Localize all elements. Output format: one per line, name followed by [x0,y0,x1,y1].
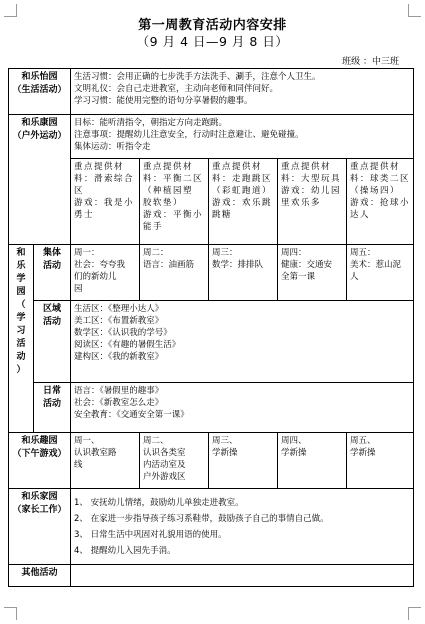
outdoor-day-5: 重点提供材 料：球类二区 （操场四） 游戏：抢球小 达人 [347,159,414,245]
schedule-table [8,68,414,587]
group-day-4: 周四： 健康：交通安 全第一课 [278,245,347,301]
life-row [9,69,414,115]
area-line: 美工区：《布置新教室》 [74,316,164,326]
area-activity-content [71,301,414,383]
date-range: （9 月 4 日—9 月 8 日） [136,34,289,49]
study-group-row [9,245,414,301]
afternoon-day-2: 周二、 认识各类室 内活动室及 户外游戏区 [140,433,209,489]
outdoor-day-4: 重点提供材 料：大型玩具 游戏：幼儿园 里欢乐多 [278,159,347,245]
life-label: 和乐怡园 （生活活动） [9,69,71,115]
crop-mark-bottom-right [408,607,421,620]
afternoon-day-3: 周三、 学新操 [209,433,278,489]
outdoor-goals-row [9,115,414,159]
home-line: 2、 在家进一步指导孩子练习系鞋带，鼓励孩子自己的事情自己做。 [74,513,329,524]
daily-activity-label: 日常 活动 [34,383,71,433]
area-line: 建构区：《我的新教室》 [74,352,164,362]
area-line: 数学区：《认识我的学号》 [74,328,172,338]
outdoor-day-2: 重点提供材 料：平衡二区 （种植园塑 胶软垫） 游戏：平衡小 能手 [140,159,209,245]
life-line: 学习习惯：能使用完整的语句分享暑假的趣事。 [74,96,253,106]
other-content [71,565,414,587]
group-activity-label: 集体 活动 [34,245,71,301]
document-title: 第一周教育活动内容安排 [138,18,287,33]
daily-line: 社会：《新教室怎么走》 [74,398,164,408]
outdoor-line: 目标：能听清指令，朝指定方向走跑跳。 [74,118,228,128]
outdoor-line: 集体运动：听指令走 [74,142,151,152]
afternoon-day-1: 周一、 认识教室路 线 [71,433,140,489]
daily-activity-content [71,383,414,433]
afternoon-row [9,433,414,489]
other-row [9,565,414,587]
home-content [71,489,414,565]
area-line: 阅读区：《有趣的暑假生活》 [74,340,181,350]
group-day-5: 周五： 美术：惹山泥 人 [347,245,414,301]
study-label: 和 乐 学 园 （ 学 习 活 动 ） [9,245,34,433]
daily-line: 语言：《暑假里的趣事》 [74,386,164,396]
area-activity-label: 区域 活动 [34,301,71,383]
home-line: 3、 日常生活中巩固对礼貌用语的使用。 [74,529,227,540]
group-day-1: 周一： 社会：夸夸我 们的新幼儿 园 [71,245,140,301]
afternoon-day-5: 周五、 学新操 [347,433,414,489]
home-row [9,489,414,565]
home-line: 1、 安抚幼儿情绪，鼓励幼儿单独走进教室。 [74,497,244,508]
outdoor-day-3: 重点提供材 料：走跑跳区 （彩虹跑道） 游戏：欢乐跳 跳糖 [209,159,278,245]
life-content [71,69,414,115]
group-day-3: 周三： 数学：排排队 [209,245,278,301]
home-line: 4、 提醒幼儿入园先手消。 [74,545,176,556]
other-label: 其他活动 [9,565,71,587]
afternoon-day-4: 周四、 学新操 [278,433,347,489]
afternoon-label: 和乐趣园 （下午游戏） [9,433,71,489]
outdoor-day-1: 重点提供材 料：滑索综合 区 游戏：我是小 勇士 [71,159,140,245]
outdoor-goals [71,115,414,159]
class-label: 班级 ：中三班 [342,57,399,67]
study-area-row [9,301,414,383]
home-label: 和乐家园 （家长工作） [9,489,71,565]
outdoor-line: 注意事项：提醒幼儿注意安全，行动时注意避让、避免碰撞。 [74,130,304,140]
area-line: 生活区：《整理小达人》 [74,304,164,314]
group-day-2: 周二： 语言：油画筋 [140,245,209,301]
life-line: 生活习惯：会用正确的七步洗手方法洗手、涮手，注意个人卫生。 [74,72,321,82]
life-line: 文明礼仪：会自己走进教室，主动向老师和同伴问好。 [74,84,279,94]
study-daily-row [9,383,414,433]
crop-mark-bottom-left [4,607,17,620]
daily-line: 安全教育：《交通安全第一课》 [74,410,189,420]
outdoor-label: 和乐康园 （户外运动） [9,115,71,245]
